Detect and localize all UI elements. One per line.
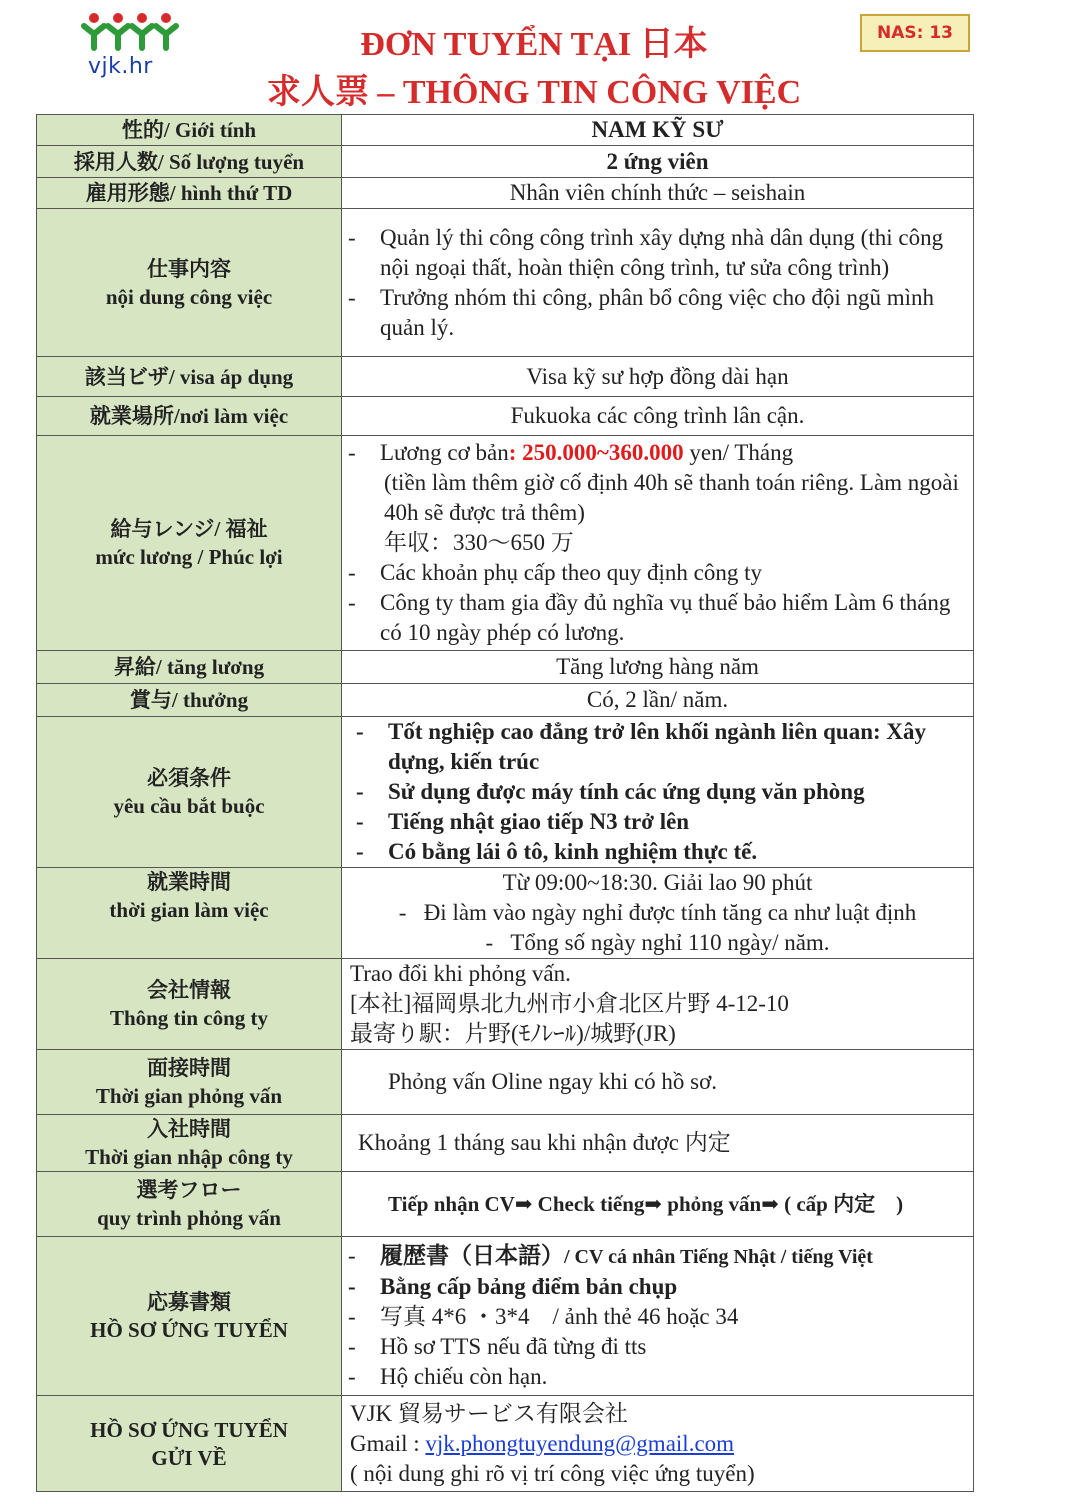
label-salary — [37, 436, 342, 651]
label-join-time-jp: 入社時間 — [147, 1117, 231, 1141]
label-documents-vn: HỒ SƠ ỨNG TUYỂN — [90, 1318, 288, 1342]
row-gender — [37, 115, 974, 146]
list-item: - Tiếng nhật giao tiếp N3 trở lên — [356, 807, 963, 837]
value-bonus: Có, 2 lần/ năm. — [342, 684, 974, 717]
value-visa: Visa kỹ sư hợp đồng dài hạn — [342, 357, 974, 397]
row-bonus — [37, 684, 974, 717]
label-workplace: 就業場所/nơi làm việc — [37, 397, 342, 436]
doc-item-cv-vn: / CV cá nhân Tiếng Nhật / tiếng Việt — [564, 1245, 873, 1268]
label-process-vn: quy trình phỏng vấn — [97, 1206, 281, 1230]
list-item: - Có bằng lái ô tô, kinh nghiệm thực tế. — [356, 837, 963, 867]
label-working-time — [37, 868, 342, 959]
value-raise: Tăng lương hàng năm — [342, 651, 974, 684]
label-send-to — [37, 1396, 342, 1492]
label-process-jp: 選考フロー — [136, 1178, 242, 1202]
value-join-time: Khoảng 1 tháng sau khi nhận được 内定 — [342, 1115, 974, 1172]
salary-overtime-note: (tiền làm thêm giờ cố định 40h sẽ thanh toán riêng. Làm ngoài 40h sẽ được trả thêm) — [384, 470, 959, 525]
logo-text: vjk.hr — [88, 54, 153, 79]
label-join-time-vn: Thời gian nhập công ty — [85, 1145, 293, 1169]
doc-item-tts: - Hồ sơ TTS nếu đã từng đi tts — [348, 1332, 963, 1362]
label-salary-vn: mức lương / Phúc lợi — [95, 545, 283, 569]
days-off-text: Tổng số ngày nghỉ 110 ngày/ năm. — [510, 930, 830, 955]
value-company — [342, 959, 974, 1050]
label-send-to-line1: HỒ SƠ ỨNG TUYỂN — [90, 1417, 288, 1442]
value-job-content — [342, 209, 974, 357]
row-documents — [37, 1237, 974, 1396]
value-documents — [342, 1237, 974, 1396]
row-salary — [37, 436, 974, 651]
label-raise: 昇給/ tăng lương — [37, 651, 342, 684]
label-company-jp: 会社情報 — [147, 978, 231, 1002]
doc-item-cv-jp: 履歴書（日本語） — [380, 1242, 564, 1268]
company-line1: Trao đổi khi phỏng vấn. — [350, 961, 571, 986]
label-working-time-jp: 就業時間 — [147, 870, 231, 894]
label-job-content — [37, 209, 342, 357]
row-visa — [37, 357, 974, 397]
salary-allowance: - Các khoản phụ cấp theo quy định công ty — [348, 558, 963, 588]
row-raise — [37, 651, 974, 684]
salary-annual: 年収：330～650 万 — [384, 530, 574, 555]
label-interview-time-vn: Thời gian phỏng vấn — [95, 1084, 283, 1108]
label-documents-jp: 応募書類 — [147, 1290, 231, 1314]
row-workplace — [37, 397, 974, 436]
row-requirements — [37, 717, 974, 868]
holiday-work-text: Đi làm vào ngày nghỉ được tính tăng ca như luật định — [423, 900, 917, 925]
row-job-content — [37, 209, 974, 357]
row-employment-type — [37, 178, 974, 209]
doc-item-cv — [348, 1241, 963, 1272]
row-join-time — [37, 1115, 974, 1172]
doc-item-passport: - Hộ chiếu còn hạn. — [348, 1362, 963, 1392]
row-working-time — [37, 868, 974, 959]
page-title: ĐƠN TUYỂN TẠI 日本 — [360, 26, 708, 63]
company-station: 最寄り駅：片野(ﾓﾉﾚｰﾙ)/城野(JR) — [350, 1021, 676, 1046]
value-requirements — [342, 717, 974, 868]
label-interview-time — [37, 1050, 342, 1115]
label-requirements-jp: 必須条件 — [147, 766, 231, 790]
list-item: - Sử dụng được máy tính các ứng dụng văn phòng — [356, 777, 963, 807]
holiday-work: - Đi làm vào ngày nghỉ được tính tăng ca như luật định — [398, 900, 917, 925]
row-process — [37, 1172, 974, 1237]
label-salary-jp: 給与レンジ/ 福祉 — [110, 517, 268, 541]
label-interview-time-jp: 面接時間 — [147, 1056, 231, 1080]
label-company-vn: Thông tin công ty — [109, 1006, 269, 1030]
send-to-gmail — [350, 1429, 973, 1459]
value-workplace: Fukuoka các công trình lân cận. — [342, 397, 974, 436]
company-address: [本社]福岡県北九州市小倉北区片野 4-12-10 — [350, 991, 789, 1016]
list-item: - Quản lý thi công công trình xây dựng nhà dân dụng (thi công nội ngoại thất, hoàn thiện công trình, tư sửa công trình) — [348, 223, 963, 283]
send-to-company: VJK 貿易サービス有限会社 — [350, 1400, 628, 1426]
row-company — [37, 959, 974, 1050]
label-gender: 性的/ Giới tính — [37, 115, 342, 146]
job-info-table — [36, 114, 974, 1492]
doc-item-degree: - Bằng cấp bảng điểm bản chụp — [348, 1272, 963, 1302]
days-off: - Tổng số ngày nghỉ 110 ngày/ năm. — [485, 930, 830, 955]
label-process — [37, 1172, 342, 1237]
label-send-to-line2: GỬI VỀ — [151, 1445, 227, 1470]
value-quantity: 2 ứng viên — [342, 146, 974, 178]
value-gender: NAM KỸ SƯ — [342, 115, 974, 146]
label-job-content-vn: nội dung công việc — [105, 284, 273, 309]
salary-base — [348, 438, 963, 468]
label-bonus: 賞与/ thưởng — [37, 684, 342, 717]
value-process: Tiếp nhận CV➡ Check tiếng➡ phỏng vấn➡ ( cấp 内定 ) — [342, 1172, 974, 1237]
label-quantity: 採用人数/ Số lượng tuyển — [37, 146, 342, 178]
value-interview-time: Phỏng vấn Oline ngay khi có hồ sơ. — [342, 1050, 974, 1115]
list-item: - Trưởng nhóm thi công, phân bổ công việc cho đội ngũ mình quản lý. — [348, 283, 963, 343]
salary-insurance: - Công ty tham gia đầy đủ nghĩa vụ thuế bảo hiểm Làm 6 tháng có 10 ngày phép có lương. — [348, 588, 963, 648]
email-link[interactable]: vjk.phongtuyendung@gmail.com — [425, 1430, 735, 1456]
value-send-to — [342, 1396, 974, 1492]
label-join-time — [37, 1115, 342, 1172]
label-job-content-jp: 仕事内容 — [147, 256, 231, 281]
working-hours: Từ 09:00~18:30. Giải lao 90 phút — [502, 870, 813, 895]
label-requirements — [37, 717, 342, 868]
page-subtitle: 求人票 – THÔNG TIN CÔNG VIỆC — [266, 74, 802, 111]
label-employment-type: 雇用形態/ hình thứ TD — [37, 178, 342, 209]
value-working-time — [342, 868, 974, 959]
send-to-note: ( nội dung ghi rõ vị trí công việc ứng tuyển) — [350, 1460, 755, 1486]
value-employment-type: Nhân viên chính thức – seishain — [342, 178, 974, 209]
label-working-time-vn: thời gian làm việc — [109, 898, 269, 922]
gmail-label: Gmail : — [350, 1430, 426, 1456]
value-salary — [342, 436, 974, 651]
salary-base-suffix: yen/ Tháng — [683, 440, 794, 465]
doc-item-photo: - 写真 4*6 ・3*4 / ảnh thẻ 46 hoặc 34 — [348, 1302, 963, 1332]
list-item: - Tốt nghiệp cao đẳng trở lên khối ngành liên quan: Xây dựng, kiến trúc — [356, 717, 963, 777]
label-requirements-vn: yêu cầu bắt buộc — [113, 794, 265, 818]
salary-base-prefix: Lương cơ bản — [380, 440, 509, 465]
row-quantity — [37, 146, 974, 178]
salary-base-amount: : 250.000~360.000 — [508, 440, 684, 465]
row-interview-time — [37, 1050, 974, 1115]
nas-badge: NAS: 13 — [860, 14, 970, 52]
row-send-to — [37, 1396, 974, 1492]
label-documents — [37, 1237, 342, 1396]
label-company — [37, 959, 342, 1050]
label-visa: 該当ビザ/ visa áp dụng — [37, 357, 342, 397]
